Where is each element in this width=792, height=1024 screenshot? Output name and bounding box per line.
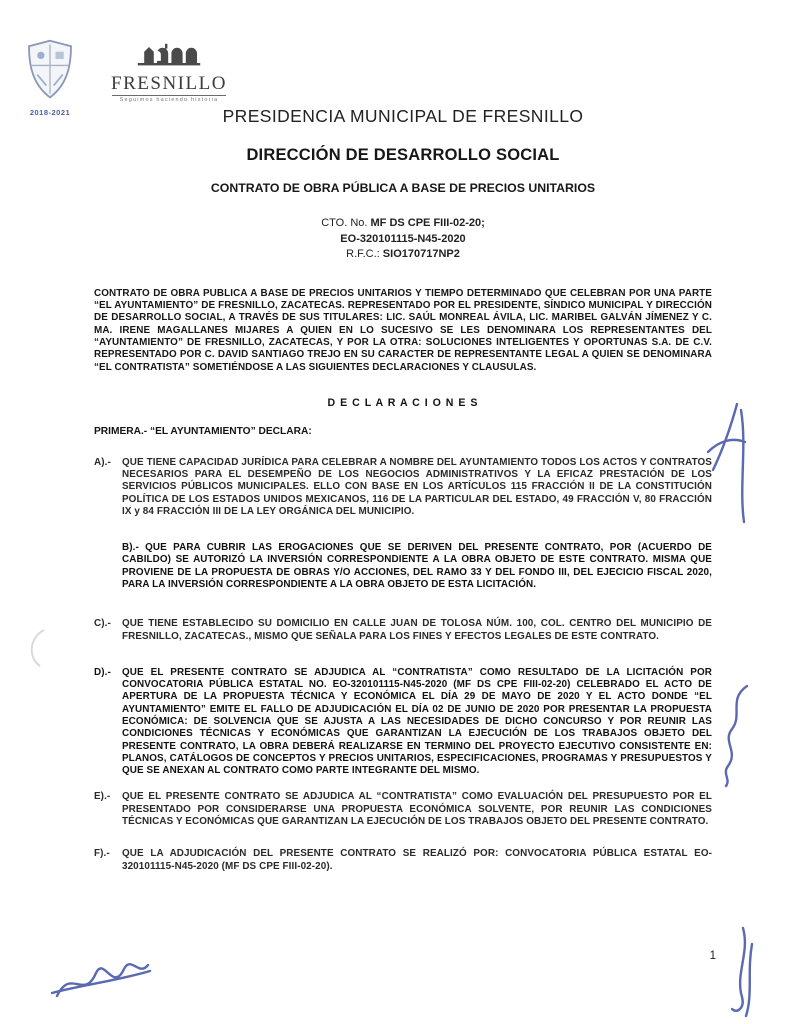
clause-f bbox=[94, 848, 712, 873]
clause-text: QUE TIENE CAPACIDAD JURÍDICA PARA CELEBRAR A NOMBRE DEL AYUNTAMIENTO TODOS LOS ACTOS Y CONTRATOS NECESARIOS PARA EL DESEMPEÑO DE LOS NEGOCIOS ADMINISTRATIVOS Y LA EFICAZ PRESTACIÓN DE LOS SERVICIOS PÚBLICOS MUNICIPALES. ELLO CON BASE EN LOS ARTÍCULOS 115 FRACCIÓN II DE LA CONSTITUCIÓN POLÍTICA DE LOS ESTADOS UNIDOS MEXICANOS, 116 DE LA PARTICULAR DEL ESTADO, 49 FRACCIÓN V, 80 FRACCIÓN IX y 84 FRACCIÓN III DE LA LEY ORGÁNICA DEL MUNICIPIO. bbox=[122, 456, 712, 517]
cto-value-1: MF DS CPE FIII-02-20; bbox=[370, 217, 485, 229]
clause-text: QUE TIENE ESTABLECIDO SU DOMICILIO EN CALLE JUAN DE TOLOSA NÚM. 100, COL. CENTRO DEL MUNICIPIO DE FRESNILLO, ZACATECAS., MISMO QUE SEÑALA PARA LOS FINES Y EFECTOS LEGALES DE ESTE CONTRATO. bbox=[122, 618, 712, 642]
cto-prefix-3: R.F.C.: bbox=[346, 248, 383, 261]
crest-years: 2018-2021 bbox=[29, 108, 71, 117]
cto-prefix-1: CTO. No. bbox=[321, 217, 371, 229]
intro-paragraph: CONTRATO DE OBRA PUBLICA A BASE DE PRECIOS UNITARIOS Y TIEMPO DETERMINADO QUE CELEBRAN POR UNA PARTE “EL AYUNTAMIENTO” DE FRESNILLO, ZACATECAS. REPRESENTADO POR EL PRESIDENTE, SÍNDICO MUNICIPAL Y DIRECCIÓN DE DESARROLLO SOCIAL, A TRAVÉS DE SUS TITULARES: LIC. SAÚL MONREAL ÁVILA, LIC. MARIBEL GALVÁN JÍMENEZ Y C. MA. IRENE MAGALLANES MIJARES A QUIEN EN LO SUCESIVO SE LES DENOMINARA LOS REPRESENTANTES DEL “AYUNTAMIENTO” DE FRESNILLO, ZACATECAS, Y POR LA OTRA: SOLUCIONES INTELIGENTES Y OPORTUNAS S.A. DE C.V. REPRESENTADO POR C. DAVID SANTIAGO TREJO EN SU CARACTER DE REPRESENTANTE LEGAL A QUIEN SE DENOMINARA “EL CONTRATISTA” SOMETIÉNDOSE A LAS SIGUIENTES DECLARACIONES Y CLAUSULAS. bbox=[94, 287, 712, 373]
pen-flourish-right-middle bbox=[726, 686, 747, 786]
declaraciones-heading: D E C L A R A C I O N E S bbox=[327, 396, 479, 409]
pen-flourish-right-bottom bbox=[746, 944, 752, 1016]
cto-line-1 bbox=[94, 216, 712, 232]
clause-label: C).- bbox=[94, 618, 111, 630]
clause-a bbox=[94, 457, 712, 518]
clause-text: QUE LA ADJUDICACIÓN DEL PRESENTE CONTRATO SE REALIZÓ POR: CONVOCATORIA PÚBLICA ESTATAL EO-320101115-N45-2020 (MF DS CPE FIII-02-20). bbox=[122, 848, 712, 872]
clause-label: F).- bbox=[94, 848, 110, 860]
clause-label: A).- bbox=[94, 456, 111, 468]
page-title: PRESIDENCIA MUNICIPAL DE FRESNILLO bbox=[222, 106, 584, 126]
primera-heading: PRIMERA.- “EL AYUNTAMIENTO” DECLARA: bbox=[94, 425, 312, 437]
cto-line-2: EO-320101115-N45-2020 bbox=[340, 232, 466, 245]
pen-flourish-right-top bbox=[708, 440, 745, 452]
municipal-crest-logo bbox=[18, 38, 82, 117]
contract-number-block bbox=[94, 216, 712, 263]
pen-flourish-right-bottom bbox=[732, 928, 745, 1011]
fresnillo-tagline: Seguimos haciendo historia bbox=[119, 97, 219, 103]
cto-value-3: SIO170717NP2 bbox=[382, 248, 460, 261]
signature-bottom-left bbox=[52, 971, 150, 993]
clause-d bbox=[94, 667, 712, 778]
clause-label: D).- bbox=[94, 666, 111, 678]
crest-shield-icon bbox=[21, 38, 79, 102]
pen-flourish-right-top bbox=[713, 404, 737, 470]
cto-line-3 bbox=[94, 247, 712, 263]
clause-text: QUE EL PRESENTE CONTRATO SE ADJUDICA AL “CONTRATISTA” COMO RESULTADO DE LA LICITACIÓN POR CONVOCATORIA PÚBLICA ESTATAL NO. EO-320101115-N45-2020 (MF DS CPE FIII-02-20) CELEBRADO EL ACTO DE APERTURA DE LA PROPUESTA TÉCNICA Y ECONÓMICA EL DÍA 29 DE MAYO DE 2020 Y EL ACTO DONDE “EL AYUNTAMIENTO” EMITE EL FALLO DE ADJUDICACIÓN EL DÍA 02 DE JUNIO DE 2020 POR PRESENTAR LA PROPUESTA ECONÓMICA: DE SOLVENCIA QUE SE AJUSTA A LAS NECESIDADES DE DICHO CONCURSO Y POR REUNIR LAS CONDICIONES TÉCNICAS Y ECONÓMICAS QUE GARANTIZAN LA EJECUCIÓN DE LOS TRABAJOS OBJETO DEL PRESENTE CONTRATO, LA OBRA DEBERÁ REALIZARSE EN TERMINO DEL PROYECTO EJECUTIVO CONSISTENTE EN: PLANOS, CATÁLOGOS DE CONCEPTOS Y PRECIOS UNITARIOS, ESPECIFICACIONES, PROGRAMAS Y PRESUPUESTOS Y QUE SE ANEXAN AL CONTRATO COMO PARTE INTEGRANTE DEL MISMO. bbox=[122, 666, 712, 777]
clause-e bbox=[94, 791, 712, 828]
page-number: 1 bbox=[709, 950, 716, 962]
clause-c bbox=[94, 618, 712, 643]
clause-b bbox=[94, 542, 712, 591]
faint-circle-left-margin bbox=[32, 630, 44, 666]
clause-text: B).- QUE PARA CUBRIR LAS EROGACIONES QUE SE DERIVEN DEL PRESENTE CONTRATO, POR (ACUERDO DE CABILDO) SE AUTORIZÓ LA INVERSIÓN CORRESPONDIENTE A LA OBRA OBJETO DE ESTE CONTRATO. MISMA QUE PROVIENE DE LA PROPUESTA DE OBRAS Y/O ACCIONES, DEL RAMO 33 Y DEL FONDO III, DEL EJECICIO FISCAL 2020, PARA LA INVERSIÓN CORRESPONDIENTE A LA OBRA OBJETO DE ESTA LICITACIÓN. bbox=[122, 542, 712, 591]
page-subtitle: DIRECCIÓN DE DESARROLLO SOCIAL bbox=[246, 146, 560, 164]
clause-text: QUE EL PRESENTE CONTRATO SE ADJUDICA AL “CONTRATISTA” COMO EVALUACIÓN DEL PRESUPUESTO POR EL PRESENTADO POR CONSIDERARSE UNA PROPUESTA ECONÓMICA SOLVENTE, POR REUNIR LAS CONDICIONES TÉCNICAS Y ECONÓMICAS QUE GARANTIZAN LA EJECUCIÓN DE LOS TRABAJOS OBJETO DEL PRESENTE CONTRATO. bbox=[122, 791, 712, 827]
signature-bottom-left bbox=[57, 964, 148, 996]
pen-flourish-right-top bbox=[741, 410, 744, 522]
clause-label: E).- bbox=[94, 791, 111, 803]
contract-heading: CONTRATO DE OBRA PÚBLICA A BASE DE PRECIOS UNITARIOS bbox=[210, 181, 596, 195]
fresnillo-wordmark: FRESNILLO bbox=[111, 73, 227, 94]
clause-label bbox=[94, 542, 122, 591]
